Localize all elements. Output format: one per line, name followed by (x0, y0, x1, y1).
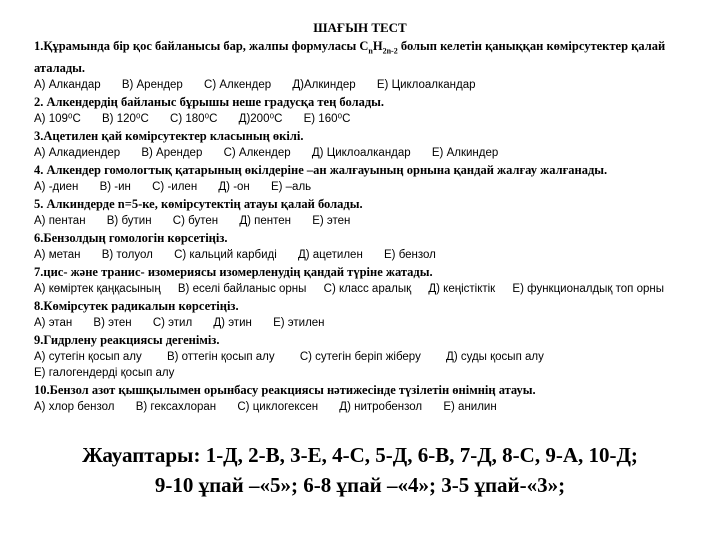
option-c: С) Алкендер (223, 146, 291, 159)
answer-options (34, 145, 704, 161)
formula-subscript: n (368, 46, 373, 56)
option-a: А) көміртек қаңқасының (34, 282, 161, 295)
option-b: В) Арендер (141, 146, 203, 159)
answer-options (34, 77, 704, 93)
question-1 (34, 38, 704, 93)
answer-options (34, 247, 704, 263)
question-stem: 7.цис- және транис- изомериясы изомерленудің қандай түріне жатады. (34, 264, 433, 279)
option-d: Д) -он (218, 180, 250, 193)
option-c: С) сутегін беріп жіберу (299, 350, 421, 363)
option-a: А) сутегін қосып алу (34, 350, 142, 363)
option-b: В) -ин (99, 180, 131, 193)
option-c: С) Алкендер (204, 78, 272, 91)
option-b: В) Арендер (121, 78, 183, 91)
question-4 (34, 162, 704, 195)
option-d: Д) суды қосып алу (446, 350, 544, 363)
option-e: Е) Циклоалкандар (376, 78, 476, 91)
option-c: С) класс аралық (323, 282, 412, 295)
question-stem (34, 38, 704, 77)
answer-key (0, 440, 720, 500)
option-c: С) этил (152, 316, 193, 329)
question-3 (34, 128, 704, 161)
grading-scale: 9-10 ұпай –«5»; 6-8 ұпай –«4»; 3-5 ұпай-«3»; (154, 473, 566, 497)
question-stem: 6.Бензолдың гомологін көрсетіңіз. (34, 230, 228, 245)
option-d: Д) пентен (239, 214, 291, 227)
formula-element: Н (372, 39, 383, 53)
answer-options (34, 111, 704, 127)
option-a: А) Алкандар (34, 78, 101, 91)
question-stem: 5. Алкиндерде n=5-ке, көмірсутектің атауы қалай болады. (34, 196, 363, 211)
option-e: Е) этен (312, 214, 351, 227)
option-d: Д) кеңістіктік (428, 282, 496, 295)
option-b: В) толуол (101, 248, 153, 261)
question-7 (34, 264, 704, 297)
question-stem-text: 1.Құрамында бір қос байланысы бар, жалпы формуласы С (34, 39, 369, 53)
question-stem-text: болып келетін қаныққан көмірсутектер қалай аталады. (34, 39, 666, 75)
answer-key-line: Жауаптары: 1-Д, 2-В, 3-Е, 4-С, 5-Д, 6-В, 7-Д, 8-С, 9-А, 10-Д; (82, 443, 638, 467)
option-e: Е) бензол (384, 248, 436, 261)
question-stem: 8.Көмірсутек радикалын көрсетіңіз. (34, 298, 239, 313)
option-e: Е) Алкиндер (431, 146, 499, 159)
option-e: Е) анилин (443, 400, 497, 413)
option-b: В) бутин (106, 214, 152, 227)
question-10 (34, 382, 704, 415)
question-stem: 3.Ацетилен қай көмірсутектер класының өкілі. (34, 128, 304, 143)
option-c: С) кальций карбиді (174, 248, 277, 261)
question-stem: 2. Алкендердің байланыс бұрышы неше градусқа тең болады. (34, 94, 385, 109)
option-e: Е) –аль (270, 180, 312, 193)
question-list (34, 38, 704, 416)
option-d: Д) этин (213, 316, 252, 329)
option-d: Д)200⁰С (238, 112, 283, 125)
formula-subscript: 2n-2 (382, 46, 398, 56)
question-9 (34, 332, 704, 381)
test-title: ШАҒЫН ТЕСТ (313, 20, 407, 35)
answer-options (34, 349, 704, 381)
option-d: Д) нитробензол (339, 400, 423, 413)
option-e: Е) 160⁰С (303, 112, 351, 125)
question-5 (34, 196, 704, 229)
option-c: С) бутен (172, 214, 219, 227)
option-a: А) Алкадиендер (34, 146, 121, 159)
option-a: А) метан (34, 248, 81, 261)
option-d: Д)Алкиндер (292, 78, 356, 91)
option-a: А) пентан (34, 214, 86, 227)
option-e: Е) галогендерді қосып алу (34, 366, 175, 379)
answer-options (34, 399, 704, 415)
option-b: В) гексахлоран (135, 400, 217, 413)
option-b: В) еселі байланыс орны (177, 282, 307, 295)
answer-options (34, 315, 704, 331)
option-a: А) 109⁰С (34, 112, 81, 125)
option-e: Е) функционалдық топ орны (512, 282, 665, 295)
question-stem: 10.Бензол азот қышқылымен орынбасу реакциясы нәтижесінде түзілетін өнімнің атауы. (34, 382, 536, 397)
option-a: А) хлор бензол (34, 400, 115, 413)
answer-options (34, 179, 704, 195)
option-d: Д) ацетилен (297, 248, 363, 261)
question-8 (34, 298, 704, 331)
question-6 (34, 230, 704, 263)
answer-options (34, 213, 704, 229)
option-b: В) 120⁰С (102, 112, 149, 125)
question-stem: 9.Гидрлену реакциясы дегеніміз. (34, 332, 220, 347)
option-c: С) 180⁰С (170, 112, 218, 125)
question-stem: 4. Алкендер гомологтық қатарының өкілдеріне –ан жалғауының орнына қандай жалғау жалғанады. (34, 162, 608, 177)
option-e: Е) этилен (273, 316, 325, 329)
option-a: А) этан (34, 316, 73, 329)
option-b: В) этен (93, 316, 132, 329)
option-d: Д) Циклоалкандар (311, 146, 411, 159)
question-2 (34, 94, 704, 127)
answer-options (34, 281, 704, 297)
option-b: В) оттегін қосып алу (166, 350, 275, 363)
option-c: С) циклогексен (237, 400, 319, 413)
option-c: С) -илен (152, 180, 198, 193)
option-a: А) -диен (34, 180, 79, 193)
